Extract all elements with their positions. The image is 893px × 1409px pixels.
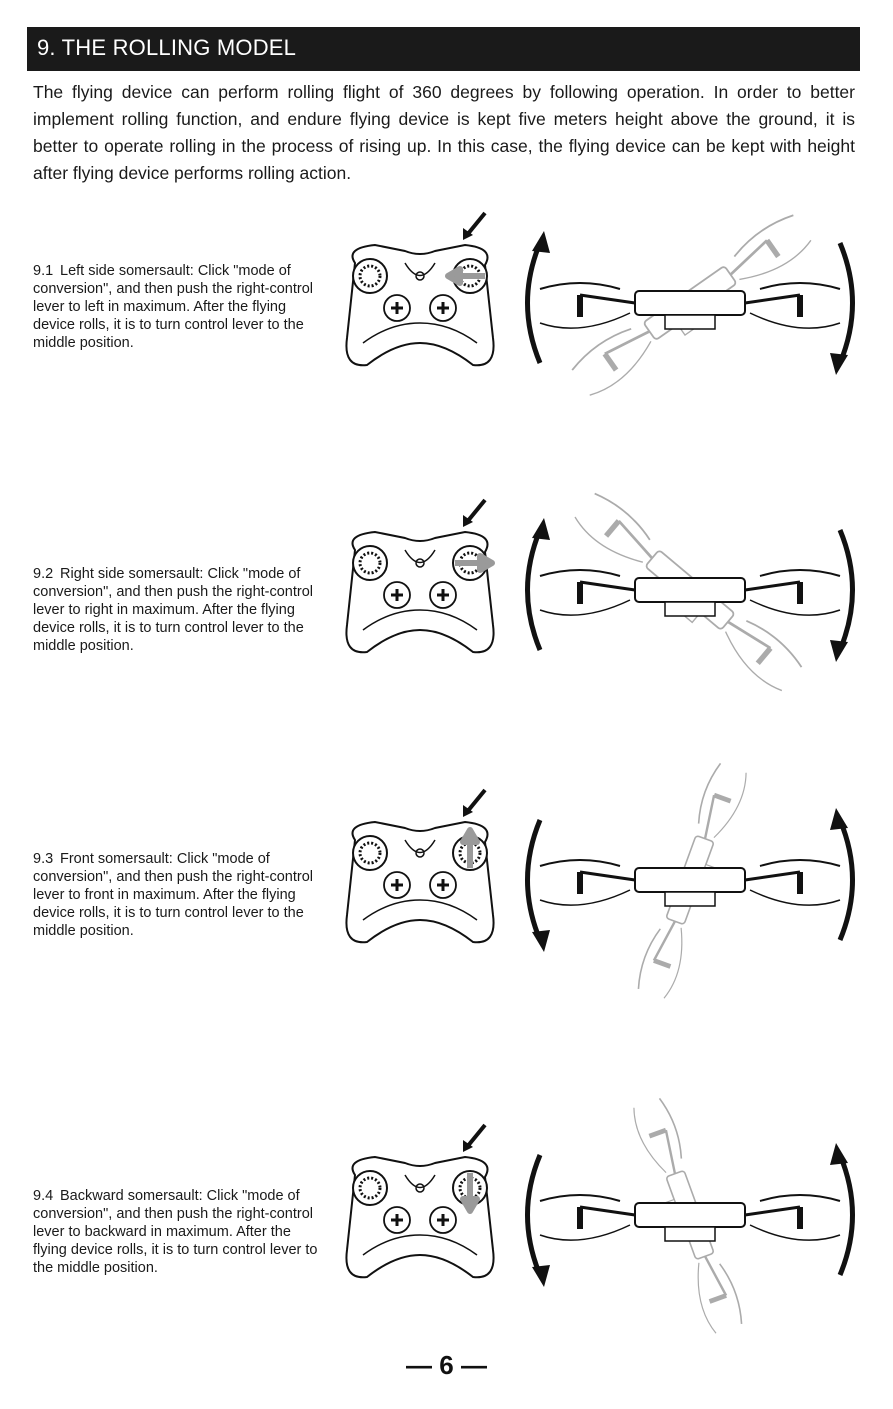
step-number: 9.4 [33, 1188, 54, 1204]
rotation-arrow-left-head [532, 231, 550, 253]
step-description: Backward somersault: Click "mode of conversion", and then push the right-control lever to backward in maximum. After the flying device rolls, it is to turn control lever to the middle position. [33, 1188, 318, 1276]
drone-propeller [540, 570, 620, 576]
drone-arm [580, 295, 635, 303]
drone-body [635, 291, 745, 315]
drone-propeller [659, 1097, 685, 1159]
mode-pointer-arrow [467, 213, 485, 235]
drone-guard [540, 600, 630, 615]
drone-guard [714, 770, 750, 842]
step-2-illustration [346, 489, 852, 694]
drone-motor [758, 648, 771, 663]
drone [540, 489, 840, 694]
drone-arm [580, 582, 635, 590]
mode-pointer-arrow [467, 790, 485, 812]
drone-camera [665, 1227, 715, 1241]
drone-guard [585, 341, 659, 399]
step-number: 9.2 [33, 566, 54, 582]
drone-motor [649, 1130, 666, 1136]
step-number: 9.3 [33, 851, 54, 867]
rotation-arrow-right-head [830, 808, 848, 830]
drone-motor [767, 240, 778, 256]
drone-arm [745, 295, 800, 303]
mode-pointer-arrow [467, 500, 485, 522]
rotation-arrow-right-head [830, 640, 848, 662]
left-stick [353, 259, 387, 293]
remote-controller [346, 790, 493, 942]
left-stick [353, 836, 387, 870]
step-1-illustration [346, 211, 852, 400]
drone-motor [710, 1296, 727, 1302]
drone-motor [714, 795, 731, 801]
drone-arm [580, 1207, 635, 1215]
rotation-arrow-left-head [532, 930, 550, 952]
rotation-arrow-right-head [830, 1143, 848, 1165]
drone-propeller [540, 1195, 620, 1201]
rotation-arrow-right [840, 820, 853, 940]
drone-guard [750, 600, 840, 615]
drone-guard [750, 313, 840, 328]
drone-propeller [760, 1195, 840, 1201]
drone-body [635, 578, 745, 602]
drone-guard [717, 632, 788, 695]
drone-arm [705, 1254, 726, 1298]
drone-arm [745, 872, 800, 880]
rotation-arrow-left [528, 530, 541, 650]
intro-paragraph: The flying device can perform rolling flight of 360 degrees by following operation. In order to better implement rolling function, and endure flying device is kept five meters height above the ground, it is better to operate rolling in the process of rising up. In this case, the flying device can be kept with height after flying device performs rolling action. [33, 82, 855, 183]
drone-motor [606, 521, 619, 536]
step-number: 9.1 [33, 263, 54, 279]
remote-controller [346, 500, 493, 652]
drone-propeller [595, 489, 654, 539]
drone-guard [750, 1225, 840, 1240]
remote-controller [346, 213, 493, 365]
rotation-arrow-left [528, 820, 541, 940]
mode-pointer-arrow [467, 1125, 485, 1147]
drone-camera [665, 602, 715, 616]
drone-propeller [569, 324, 631, 370]
rotation-arrow-right-group [830, 243, 853, 375]
rotation-arrow-right-head [830, 353, 848, 375]
rotation-arrow-left-head [532, 1265, 550, 1287]
drone-camera [665, 892, 715, 906]
rotation-arrow-left-head [532, 518, 550, 540]
drone-propeller [540, 860, 620, 866]
drone-propeller [540, 283, 620, 289]
drone [540, 1097, 840, 1335]
step-description: Front somersault: Click "mode of conversion", and then push the right-control lever to front in maximum. After the flying device rolls, it is to turn control lever to the middle position. [33, 851, 314, 939]
section-title: 9. THE ROLLING MODEL [37, 35, 297, 60]
page-number: — 6 — [406, 1350, 487, 1380]
drone-propeller [760, 860, 840, 866]
rotation-arrow-left [528, 1155, 541, 1275]
left-stick [353, 546, 387, 580]
drone-guard [739, 233, 813, 291]
rotation-arrow-right [840, 243, 853, 363]
left-stick [353, 1171, 387, 1205]
step-description: Left side somersault: Click "mode of conversion", and then push the right-control lever to left in maximum. After the flying device rolls, it is to turn control lever to the middle position. [33, 263, 314, 351]
drone-propeller [694, 762, 720, 824]
drone-arm [745, 582, 800, 590]
step-description: Right side somersault: Click "mode of conversion", and then push the right-control lever to right in maximum. After the flying device rolls, it is to turn control lever to the middle position. [33, 566, 314, 654]
drone-propeller [760, 570, 840, 576]
drone-motor [654, 961, 671, 967]
drone-body [635, 868, 745, 892]
drone-arm [580, 872, 635, 880]
drone-body [635, 1203, 745, 1227]
drone-guard [540, 313, 630, 328]
drone-propeller [731, 211, 793, 257]
drone-arm [654, 919, 675, 963]
rotation-arrow-right-group [830, 1143, 853, 1275]
drone-guard [540, 890, 630, 905]
rotation-arrow-right-group [830, 530, 853, 662]
rotation-arrow-left [528, 243, 541, 363]
drone-guard [750, 890, 840, 905]
drone-arm [726, 240, 771, 274]
drone-guard [630, 1105, 666, 1177]
drone-camera [665, 315, 715, 329]
drone-propeller [746, 617, 805, 667]
drone-arm [745, 1207, 800, 1215]
rotation-arrow-right [840, 530, 853, 650]
step-3-illustration [346, 762, 852, 1000]
drone-propeller [760, 283, 840, 289]
rotation-arrow-right [840, 1155, 853, 1275]
remote-controller [346, 1125, 493, 1277]
step-4-illustration [346, 1097, 852, 1335]
drone-motor [605, 354, 616, 370]
drone-guard [540, 1225, 630, 1240]
rotation-arrow-right-group [830, 808, 853, 940]
drone [540, 762, 840, 1000]
drone [540, 211, 840, 400]
